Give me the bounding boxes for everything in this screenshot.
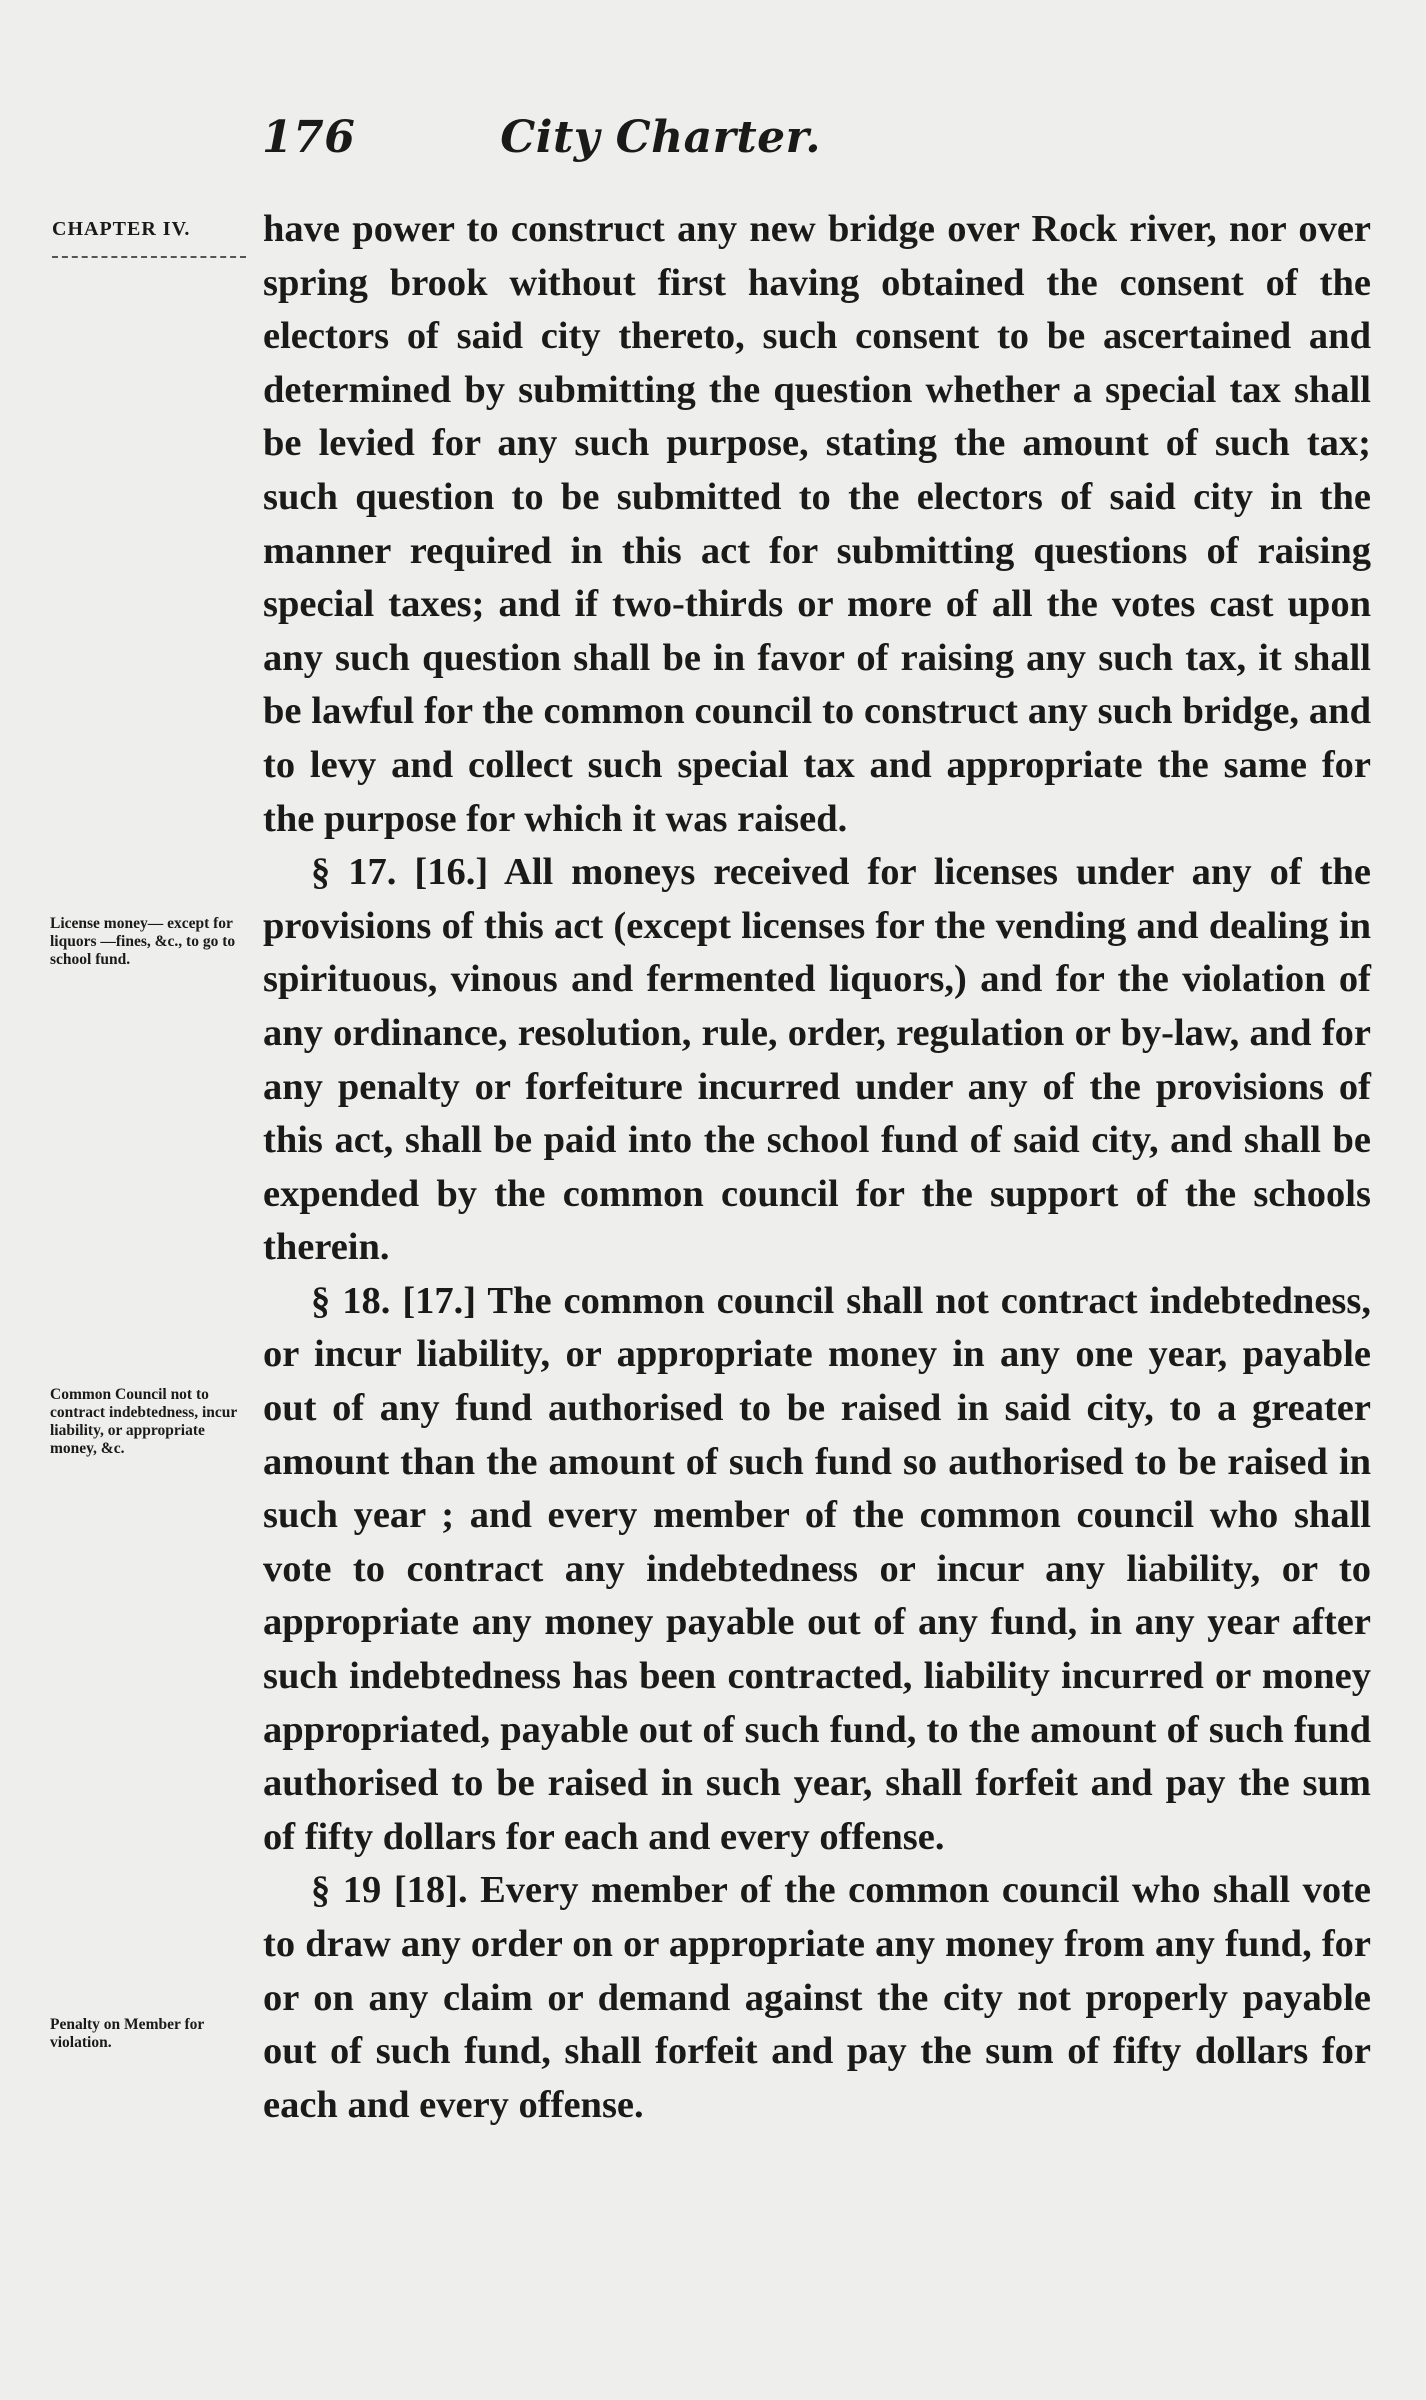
chapter-label: CHAPTER IV.	[52, 218, 191, 240]
paragraph-section-18: § 18. [17.] The common council shall not contract indebtedness, or incur liability, or appropriate money in any one year, payable out of any fund authorised to be raised in said city, to a greater amount than the amount of such fund so authorised to be raised in such year ; and every member of the common council who shall vote to contract any indebtedness or incur any liability, or to appropriate any money payable out of any fund, in any year after such indebtedness has been contracted, liability incurred or money appropriated, payable out of such fund, to the amount of such fund authorised to be raised in such year, shall forfeit and pay the sum of fifty dollars for each and every offense.	[263, 1279, 1371, 1858]
paragraph-continuation: have power to construct any new bridge over Rock river, nor over spring brook without first having obtained the consent of the electors of said city thereto, such consent to be ascertained and determined by submitting the question whether a special tax shall be levied for any such purpose, stating the amount of such tax; such question to be submitted to the electors of said city in the manner required in this act for submitting questions of raising special taxes; and if two-thirds or more of all the votes cast upon any such question shall be in favor of raising any such tax, it shall be lawful for the common council to construct any such bridge, and to levy and collect such special tax and appropriate the same for the purpose for which it was raised.	[263, 208, 1371, 840]
page-number: 176	[262, 112, 356, 163]
paragraph-section-17: § 17. [16.] All moneys received for licenses under any of the provisions of this act (except licenses for the vending and dealing in spirituous, vinous and fermented liquors,) and for the violation of any ordinance, resolution, rule, order, regulation or by-law, and for any penalty or forfeiture incurred under any of the provisions of this act, shall be paid into the school fund of said city, and shall be expended by the common council for the support of the schools therein.	[263, 851, 1371, 1269]
chapter-divider	[52, 256, 246, 258]
body-text	[263, 203, 1371, 2132]
running-head	[262, 112, 1006, 163]
paragraph-section-19: § 19 [18]. Every member of the common council who shall vote to draw any order on or appropriate any money from any fund, for or on any claim or demand against the city not properly payable out of such fund, shall forfeit and pay the sum of fifty dollars for each and every offense.	[263, 1869, 1371, 2126]
margin-note-license-money: License money— except for liquors —fines, &c., to go to school fund.	[50, 915, 236, 968]
margin-note-common-council: Common Council not to contract indebtedness, incur liability, or appropriate money, &c.	[50, 1386, 238, 1457]
margin-note-penalty: Penalty on Member for violation.	[50, 2016, 204, 2051]
running-title: City Charter.	[500, 112, 822, 163]
